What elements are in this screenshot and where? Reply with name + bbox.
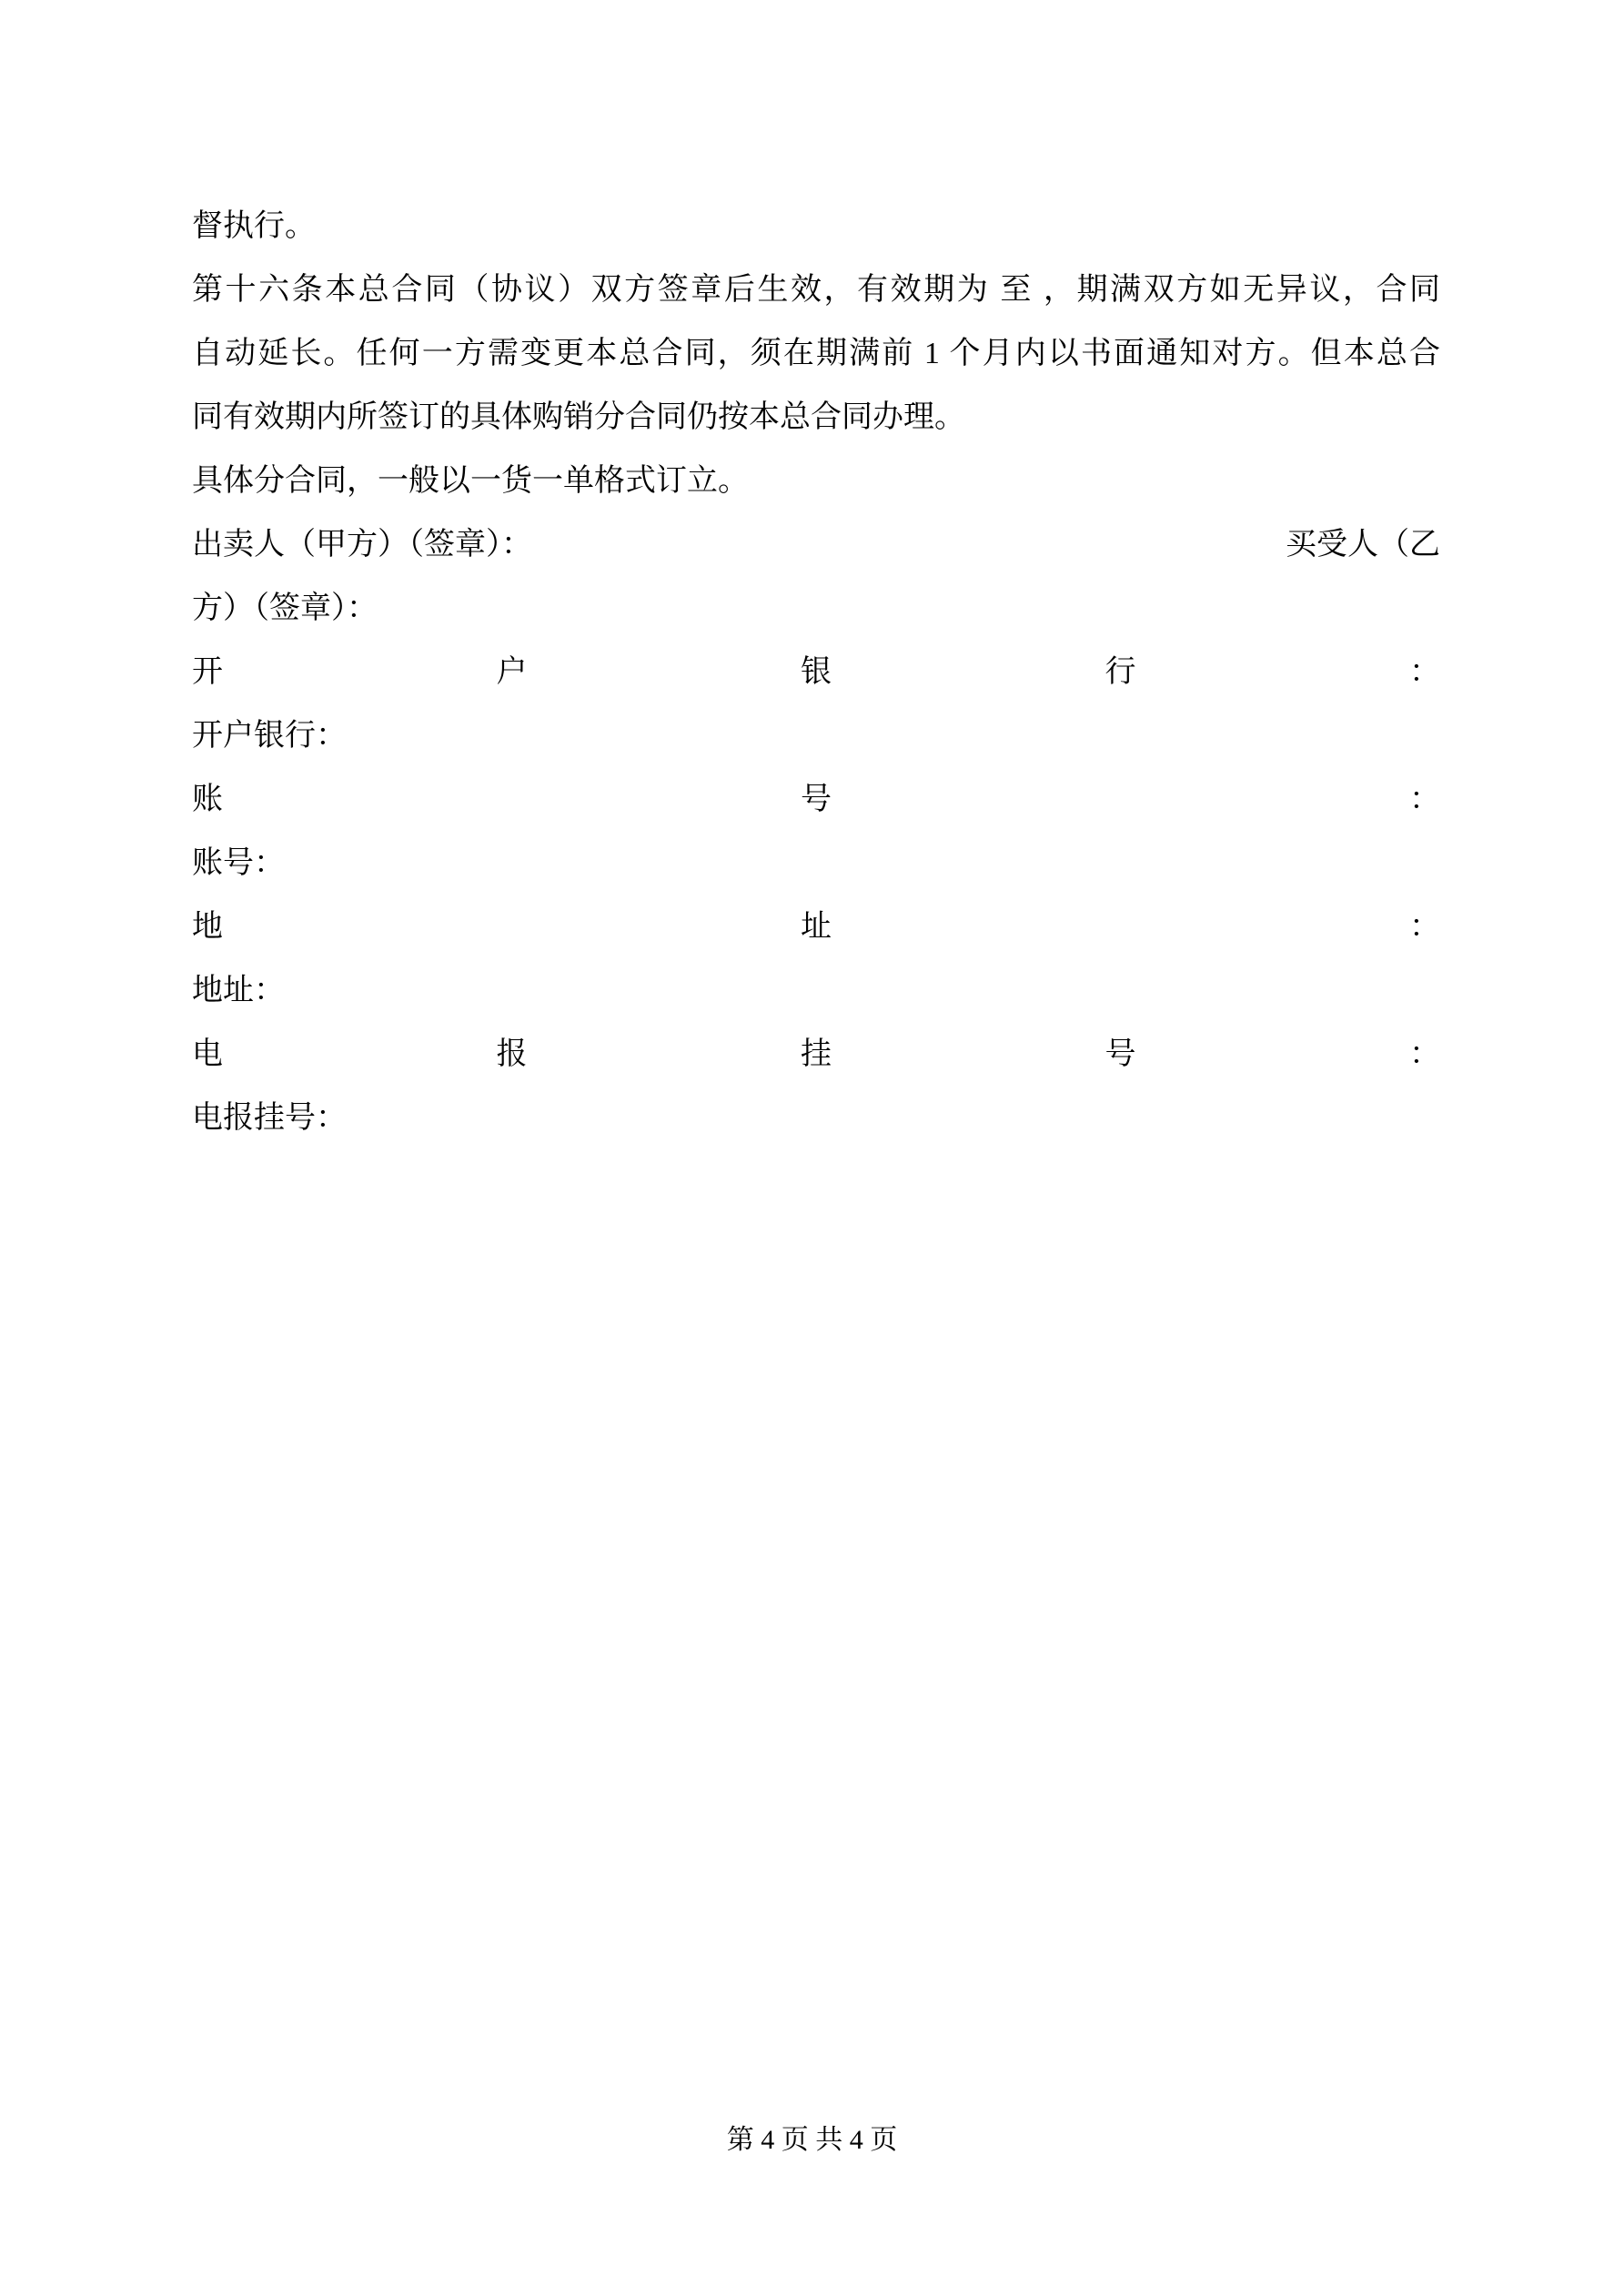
- seller-signature-label: 出卖人（甲方）（签章）：: [192, 528, 532, 561]
- distributed-char: ：: [1409, 910, 1440, 944]
- address-row-distributed: [192, 895, 1440, 959]
- sub-contract-note: 具体分合同，一般以一货一单格式订立。: [192, 464, 749, 498]
- distributed-char: 报: [496, 1037, 528, 1071]
- distributed-char: ：: [1409, 655, 1440, 689]
- buyer-signature-label: 买受人（乙: [1286, 528, 1440, 561]
- clause-16-line-2: 自动延长。任何一方需变更本总合同，须在期满前 1 个月内以书面通知对方。但本总合: [192, 337, 1440, 370]
- account-row-distributed: [192, 768, 1440, 832]
- distributed-char: 开: [192, 655, 223, 689]
- distributed-char: 账: [192, 783, 223, 816]
- clause-16-line-3: 同有效期内所签订的具体购销分合同仍按本总合同办理。: [192, 400, 965, 434]
- distributed-char: ：: [1409, 1037, 1440, 1071]
- telegraph-row: 电报挂号：: [192, 1101, 347, 1135]
- bank-row: 开户银行：: [192, 719, 347, 753]
- signature-row: [192, 513, 1440, 577]
- clause-16-line-1: 第十六条本总合同（协议）双方签章后生效，有效期为 至 ，期满双方如无异议，合同: [192, 273, 1440, 307]
- distributed-char: 号: [801, 783, 832, 816]
- distributed-char: 电: [192, 1037, 223, 1071]
- distributed-char: 地: [192, 910, 223, 944]
- account-row: 账号：: [192, 846, 285, 880]
- buyer-signature-continued: 方）（签章）：: [192, 592, 378, 625]
- distributed-char: 银: [801, 655, 832, 689]
- distributed-char: ：: [1409, 783, 1440, 816]
- distributed-char: 户: [496, 655, 528, 689]
- bank-row-distributed: [192, 641, 1440, 704]
- telegraph-row-distributed: [192, 1023, 1440, 1087]
- distributed-char: 行: [1105, 655, 1136, 689]
- contract-body: [192, 195, 1440, 1150]
- distributed-char: 挂: [801, 1037, 832, 1071]
- distributed-char: 号: [1105, 1037, 1136, 1071]
- address-row: 地址：: [192, 974, 285, 1007]
- distributed-char: 址: [801, 910, 832, 944]
- paragraph-tail: 督执行。: [192, 209, 316, 243]
- page-footer: 第 4 页 共 4 页: [726, 2125, 898, 2155]
